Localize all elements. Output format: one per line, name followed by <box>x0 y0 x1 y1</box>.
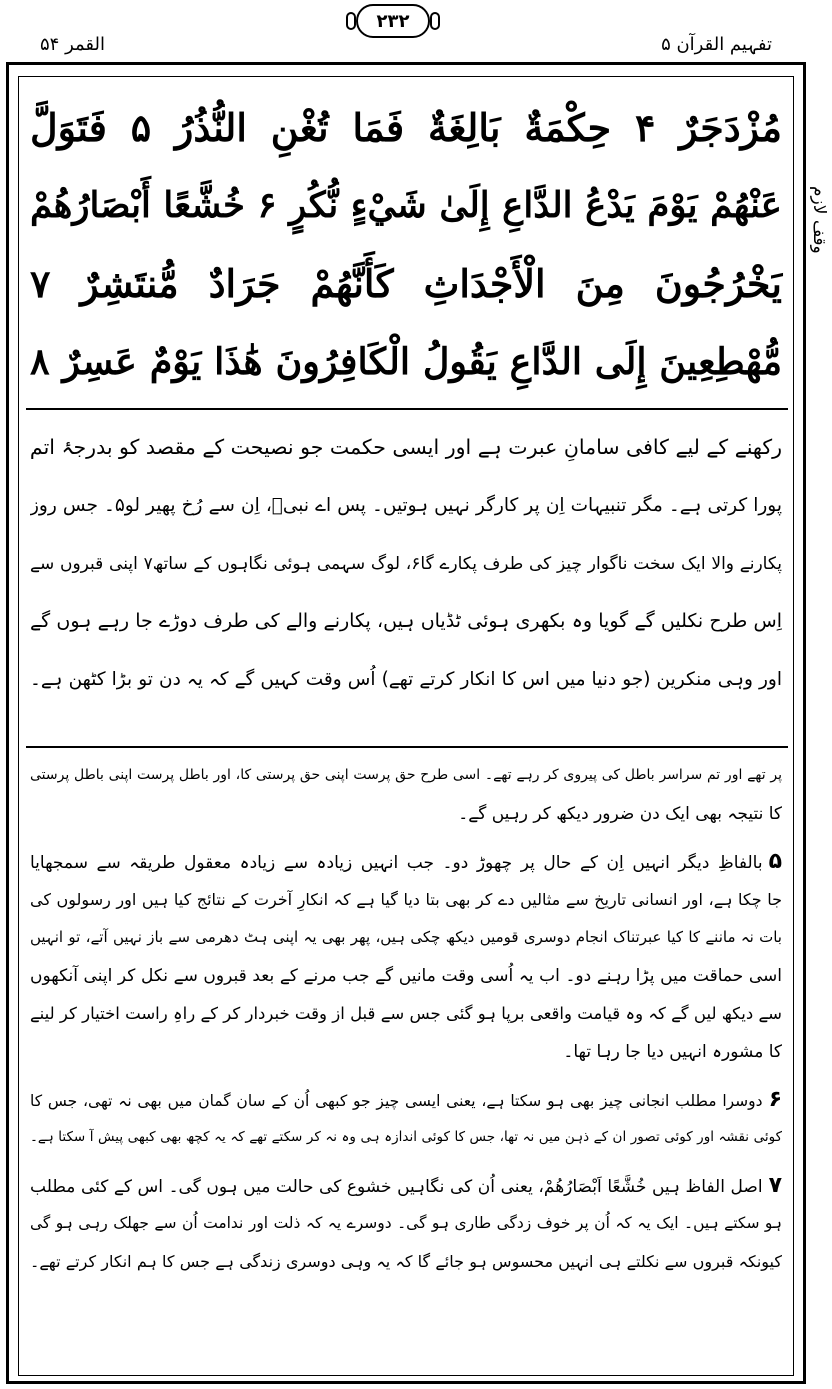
translation-line: اور وہی منکرین (جو دنیا میں اس کا انکار کرتے تھے) اُس وقت کہیں گے کہ یہ دن تو بڑا کٹھن ہے۔ <box>30 668 782 690</box>
quran-text-block <box>26 88 786 400</box>
ayah-line: مُزْدَجَرٌ ۴ حِكْمَةٌ بَالِغَةٌ فَمَا تُغْنِ النُّذُرُ ۵ فَتَوَلَّ <box>30 104 782 150</box>
footnote-line: کوئی نقشہ اور کوئی تصور ان کے ذہن میں نہ تھا، جس کا کوئی اندازہ ہی وہ نہ کر سکتے تھے کہ یہ کچھ بھی کبھی پیش آ سکتا ہے۔ <box>30 1129 782 1145</box>
page-header <box>0 0 832 62</box>
footnote-number: ۵ <box>768 848 782 874</box>
footnote-number: ۷ <box>768 1172 782 1198</box>
footnotes-block <box>30 756 782 1280</box>
footnote-line: اسی حماقت میں پڑا رہنے دو۔ اب یہ اُسی وقت مانیں گے جب مرنے کے بعد قبروں سے نکل کر اپنی آنکھوں <box>30 965 782 986</box>
translation-line: رکھنے کے لیے کافی سامانِ عبرت ہے اور ایسی حکمت جو نصیحت کے مقصد کو بدرجۂ اتم <box>30 435 782 459</box>
translation-line: پکارنے والا ایک سخت ناگوار چیز کی طرف پکارے گا۶، لوگ سہمی ہوئی نگاہوں کے ساتھ۷ اپنی قبروں سے <box>30 553 782 574</box>
footnote-line: ۷اصل الفاظ ہیں خُشَّعًا اَبْصَارُهُمْ، یعنی اُن کی نگاہیں خشوع کی حالت میں ہوں گی۔ اس کے کئی مطلب <box>30 1172 782 1198</box>
margin-waqf-note: وقف لازم <box>809 186 829 254</box>
translation-line: اِس طرح نکلیں گے گویا وہ بکھری ہوئی ٹڈیاں ہیں، پکارنے والے کی طرف دوڑے جا رہے ہوں گے <box>30 610 782 632</box>
ayah-line: عَنْهُمْ يَوْمَ يَدْعُ الدَّاعِ إِلَىٰ شَيْءٍ نُّكُرٍ ۶ خُشَّعًا أَبْصَارُهُمْ <box>30 184 782 226</box>
footnote-line: بات نہ ماننے کا کیا عبرتناک انجام دوسری قومیں دیکھ چکی ہیں، پھر بھی یہ اپنی ہٹ دھرمی سے باز نہیں آتے، تو انہیں <box>30 928 782 946</box>
footnote-line: ۶دوسرا مطلب انجانی چیز بھی ہو سکتا ہے، یعنی ایسی چیز جو کبھی اُن کے سان گمان میں بھی نہ تھی، جس کا <box>30 1086 782 1112</box>
ayah-line: مُّهْطِعِينَ إِلَى الدَّاعِ يَقُولُ الْكَافِرُونَ هَٰذَا يَوْمٌ عَسِرٌ ۸ <box>30 339 782 383</box>
footnote-line: کا نتیجہ بھی ایک دن ضرور دیکھ کر رہیں گے۔ <box>458 803 782 824</box>
footnote-line: جا چکا ہے، اور انسانی تاریخ سے مثالیں دے کر بھی بتا دیا گیا ہے کہ انکارِ آخرت کے نتائج کیا ہیں اور رسولوں کی <box>30 889 782 909</box>
divider-rule <box>26 408 788 410</box>
translation-block <box>30 418 782 708</box>
divider-rule <box>26 746 788 748</box>
page-number: ۲۳۲ <box>356 4 430 38</box>
footnote-line: سے دیکھ لیں گے کہ وہ قیامت واقعی برپا ہو گئی جس سے قبل از وقت خبردار کر کے راہِ راست اختیار کر لینے <box>30 1003 782 1023</box>
translation-line: پورا کرتی ہے۔ مگر تنبیہات اِن پر کارگر نہیں ہوتیں۔ پس اے نبیؐ، اِن سے رُخ پھیر لو۵۔ جس روز <box>30 494 782 516</box>
footnote-line: کیونکہ قبروں سے نکلتے ہی انہیں محسوس ہو جائے گا کہ یہ وہی دوسری زندگی ہے جس کا ہم انکار کرتے تھے۔ <box>30 1251 782 1271</box>
ayah-line: يَخْرُجُونَ مِنَ الْأَجْدَاثِ كَأَنَّهُمْ جَرَادٌ مُّنتَشِرٌ ۷ <box>30 260 782 306</box>
footnote-line: ہو سکتے ہیں۔ ایک یہ کہ اُن پر خوف زدگی طاری ہو گی۔ دوسرے یہ کہ ذلت اور ندامت اُن سے جھلک رہی ہو گی <box>30 1214 782 1232</box>
footnote-number: ۶ <box>768 1086 782 1112</box>
footnote-line: ۵بالفاظِ دیگر انہیں اِن کے حال پر چھوڑ دو۔ جب انہیں زیادہ سے زیادہ معقول طریقہ سے سمجھایا <box>30 848 782 874</box>
footnote-line: کا مشورہ انہیں دیا جا رہا تھا۔ <box>563 1041 782 1062</box>
book-title: تفہیم القرآن ۵ <box>661 34 772 55</box>
surah-reference: القمر ۵۴ <box>40 34 105 55</box>
footnote-line: پر تھے اور تم سراسر باطل کی پیروی کر رہے تھے۔ اسی طرح حق پرست اپنی حق پرستی کا، اور باطل پرست اپنی باطل پرستی <box>30 767 782 783</box>
